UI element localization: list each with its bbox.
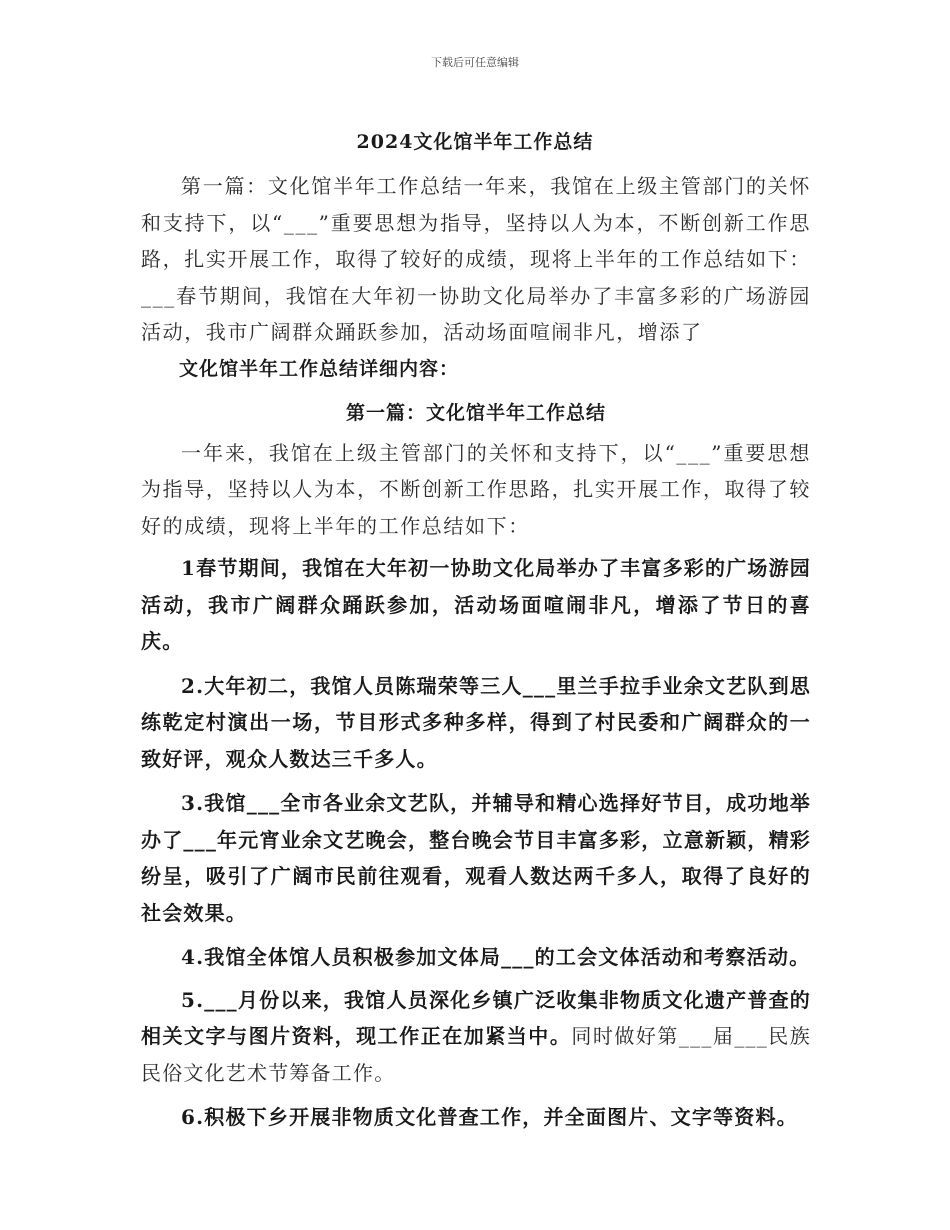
item-paragraph-2: 2.大年初二，我馆人员陈瑞荣等三人___里兰手拉手业余文艺队到思练乾定村演出一场，节目形式多种多样，得到了村民委和广阔群众的一致好评，观众人数达三千多人。 xyxy=(141,673,811,771)
item-5-main: 5.___月份以来，我馆人员深化乡镇广泛收集非物质文化遗产普查的相关文字与图片资料，现工作正在加紧当中。 xyxy=(141,987,811,1048)
item-paragraph-4: 4.我馆全体馆人员积极参加文体局___的工会文体活动和考察活动。 xyxy=(181,945,811,969)
item-paragraph-3: 3.我馆___全市各业余文艺队，并辅导和精心选择好节目，成功地举办了___年元宵业余文艺晚会，整台晚会节目丰富多彩，立意新颖，精彩纷呈，吸引了广阔市民前往观看，观看人数达两千多人，取得了良好的社会效果。 xyxy=(141,791,811,925)
header-note: 下载后可任意编辑 xyxy=(431,56,519,69)
document-body xyxy=(141,168,811,1136)
item-paragraph-6: 6.积极下乡开展非物质文化普查工作，并全面图片、文字等资料。 xyxy=(181,1105,798,1129)
item-5-tail: 同时做好第___届___民族民俗文化艺术节筹备工作。 xyxy=(141,1024,811,1085)
document-title: 2024文化馆半年工作总结 xyxy=(356,131,594,153)
item-paragraph-1: 1春节期间，我馆在大年初一协助文化局举办了丰富多彩的广场游园活动，我市广阔群众踊跃参加，活动场面喧闹非凡，增添了节日的喜庆。 xyxy=(141,556,811,653)
section-title: 第一篇：文化馆半年工作总结 xyxy=(345,401,606,424)
opening-paragraph: 一年来，我馆在上级主管部门的关怀和支持下，以“___”重要思想为指导，坚持以人为本，不断创新工作思路，扎实开展工作，取得了较好的成绩，现将上半年的工作总结如下： xyxy=(141,440,811,538)
intro-paragraph: 第一篇：文化馆半年工作总结一年来，我馆在上级主管部门的关怀和支持下，以“___”重要思想为指导，坚持以人为本，不断创新工作思路，扎实开展工作，取得了较好的成绩，现将上半年的工作总结如下：___春节期间，我馆在大年初一协助文化局举办了丰富多彩的广场游园活动，我市广阔群众踊跃参加，活动场面喧闹非凡，增添了 xyxy=(141,174,811,344)
detail-heading: 文化馆半年工作总结详细内容： xyxy=(179,357,460,380)
item-paragraph-5 xyxy=(141,982,811,1092)
